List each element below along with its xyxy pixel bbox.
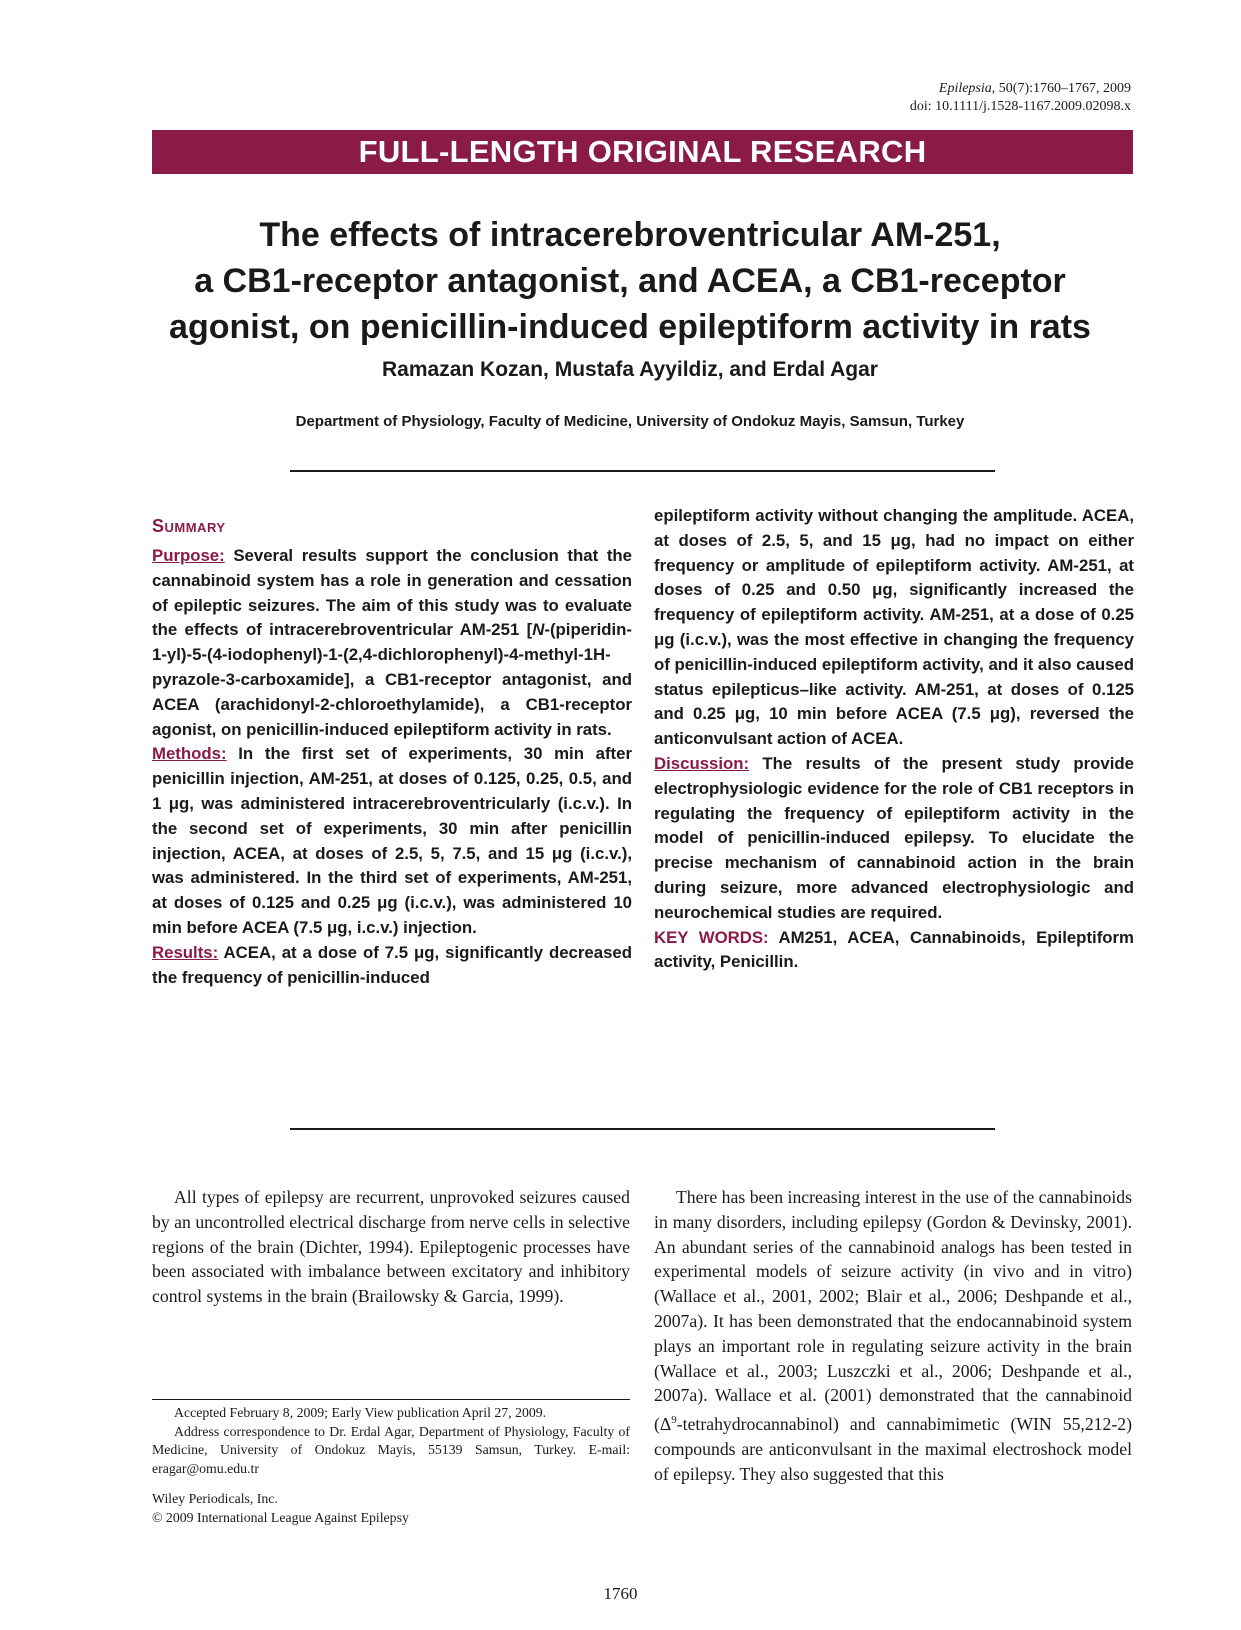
footnote-copyright: © 2009 International League Against Epilepsy bbox=[152, 1509, 409, 1525]
footnote-accepted: Accepted February 8, 2009; Early View publication April 27, 2009. bbox=[174, 1405, 547, 1420]
article-title bbox=[130, 212, 1130, 350]
footnotes bbox=[152, 1404, 630, 1527]
body-paragraph: All types of epilepsy are recurrent, unprovoked seizures caused by an uncontrolled electrical discharge from nerve cells in selective regions of the brain (Dichter, 1994). Epileptogenic processes have been associated with imbalance between excitatory and inhibitory control systems in the brain (Brailowsky & Garcia, 1999). bbox=[152, 1187, 630, 1307]
methods-label: Methods: bbox=[152, 744, 227, 764]
summary-left-column bbox=[152, 504, 632, 990]
body-right-column bbox=[654, 1185, 1132, 1486]
keywords: KEY WORDS: AM251, ACEA, Cannabinoids, Epileptiform activity, Penicillin. bbox=[654, 927, 1134, 972]
title-line: a CB1-receptor antagonist, and ACEA, a CB1-receptor bbox=[194, 262, 1066, 300]
divider-top bbox=[290, 470, 995, 472]
title-line: The effects of intracerebroventricular AM-251, bbox=[259, 216, 1001, 254]
body-left-column bbox=[152, 1185, 630, 1309]
summary-heading: Summary bbox=[152, 516, 226, 536]
footnote-rule bbox=[152, 1399, 630, 1400]
article-type-banner: FULL-LENGTH ORIGINAL RESEARCH bbox=[152, 130, 1133, 174]
summary-results: Results: ACEA, at a dose of 7.5 μg, significantly decreased the frequency of penicillin-induced bbox=[152, 942, 632, 987]
keywords-label: KEY WORDS: bbox=[654, 927, 769, 947]
footnote-address: Address correspondence to Dr. Erdal Agar, Department of Physiology, Faculty of Medicine, University of Ondokuz Mayis, 55139 Samsun, Turkey. E-mail: eragar@omu.edu.tr bbox=[152, 1423, 630, 1476]
results-label: Results: bbox=[152, 942, 219, 962]
summary-right-column bbox=[654, 504, 1134, 975]
journal-header bbox=[910, 80, 1131, 116]
summary-discussion: Discussion: The results of the present study provide electrophysiologic evidence for the role of CB1 receptors in regulating the frequency of epileptiform activity in the model of penicillin-induced epilepsy. To elucidate the precise mechanism of cannabinoid action in the brain during seizure, more advanced electrophysiologic and neurochemical studies are required. bbox=[654, 753, 1134, 922]
page-number: 1760 bbox=[603, 1584, 638, 1603]
body-paragraph: There has been increasing interest in the use of the cannabinoids in many disorders, including epilepsy (Gordon & Devinsky, 2001). An abundant series of the cannabinoid analogs has been tested in experimental models of seizure activity (in vivo and in vitro) (Wallace et al., 2001, 2002; Blair et al., 2006; Deshpande et al., 2007a). It has been demonstrated that the endocannabinoid system plays an important role in regulating seizure activity in the brain (Wallace et al., 2003; Luszczki et al., 2006; Deshpande et al., 2007a). Wallace et al. (2001) demonstrated that the cannabinoid $(\Delta^9-tetrahydrocannabinol)$ and cannabimimetic (WIN 55,212-2) compounds are anticonvulsant in the maximal electroshock model of epilepsy. They also suggested that this bbox=[654, 1187, 1132, 1484]
title-line: agonist, on penicillin-induced epileptiform activity in rats bbox=[169, 308, 1091, 346]
journal-doi: doi: 10.1111/j.1528-1167.2009.02098.x bbox=[909, 99, 1131, 114]
affiliation: Department of Physiology, Faculty of Medicine, University of Ondokuz Mayis, Samsun, Turkey bbox=[295, 413, 965, 430]
summary-methods: Methods: In the first set of experiments, 30 min after penicillin injection, AM-251, at doses of 0.125, 0.25, 0.5, and 1 μg, was administered intracerebroventricularly (i.c.v.). In the second set of experiments, 30 min after penicillin injection, ACEA, at doses of 2.5, 5, 7.5, and 15 μg (i.c.v.), was administered. In the third set of experiments, AM-251, at doses of 0.125 and 0.25 μg (i.c.v.), was administered 10 min before ACEA (7.5 μg, i.c.v.) injection. bbox=[152, 744, 632, 937]
discussion-label: Discussion: bbox=[654, 753, 750, 773]
journal-citation: Epilepsia, 50(7):1760–1767, 2009 bbox=[938, 81, 1131, 96]
author-list: Ramazan Kozan, Mustafa Ayyildiz, and Erdal Agar bbox=[382, 358, 878, 381]
summary-purpose: Purpose: Several results support the conclusion that the cannabinoid system has a role in generation and cessation of epileptic seizures. The aim of this study was to evaluate the effects of intracerebroventricular AM-251 [N-(piperidin-1-yl)-5-(4-iodophenyl)-1-(2,4-dichlorophenyl)-4-methyl-1H-pyrazole-3-carboxamide], a CB1-receptor antagonist, and ACEA (arachidonyl-2-chloroethylamide), a CB1-receptor agonist, on penicillin-induced epileptiform activity in rats. bbox=[152, 546, 632, 739]
summary-results-continued: epileptiform activity without changing the amplitude. ACEA, at doses of 2.5, 5, and 15 μg, had no impact on either frequency or amplitude of epileptiform activity. AM-251, at doses of 0.25 and 0.50 μg, significantly increased the frequency of epileptiform activity. AM-251, at a dose of 0.25 μg (i.c.v.), was the most effective in changing the frequency of penicillin-induced epileptiform activity, and it also caused status epilepticus–like activity. AM-251, at doses of 0.125 and 0.25 μg, 10 min before ACEA (7.5 μg), reversed the anticonvulsant action of ACEA. bbox=[654, 506, 1134, 749]
divider-bottom bbox=[290, 1128, 995, 1130]
purpose-label: Purpose: bbox=[152, 546, 225, 565]
footnote-publisher: Wiley Periodicals, Inc. bbox=[152, 1491, 278, 1506]
